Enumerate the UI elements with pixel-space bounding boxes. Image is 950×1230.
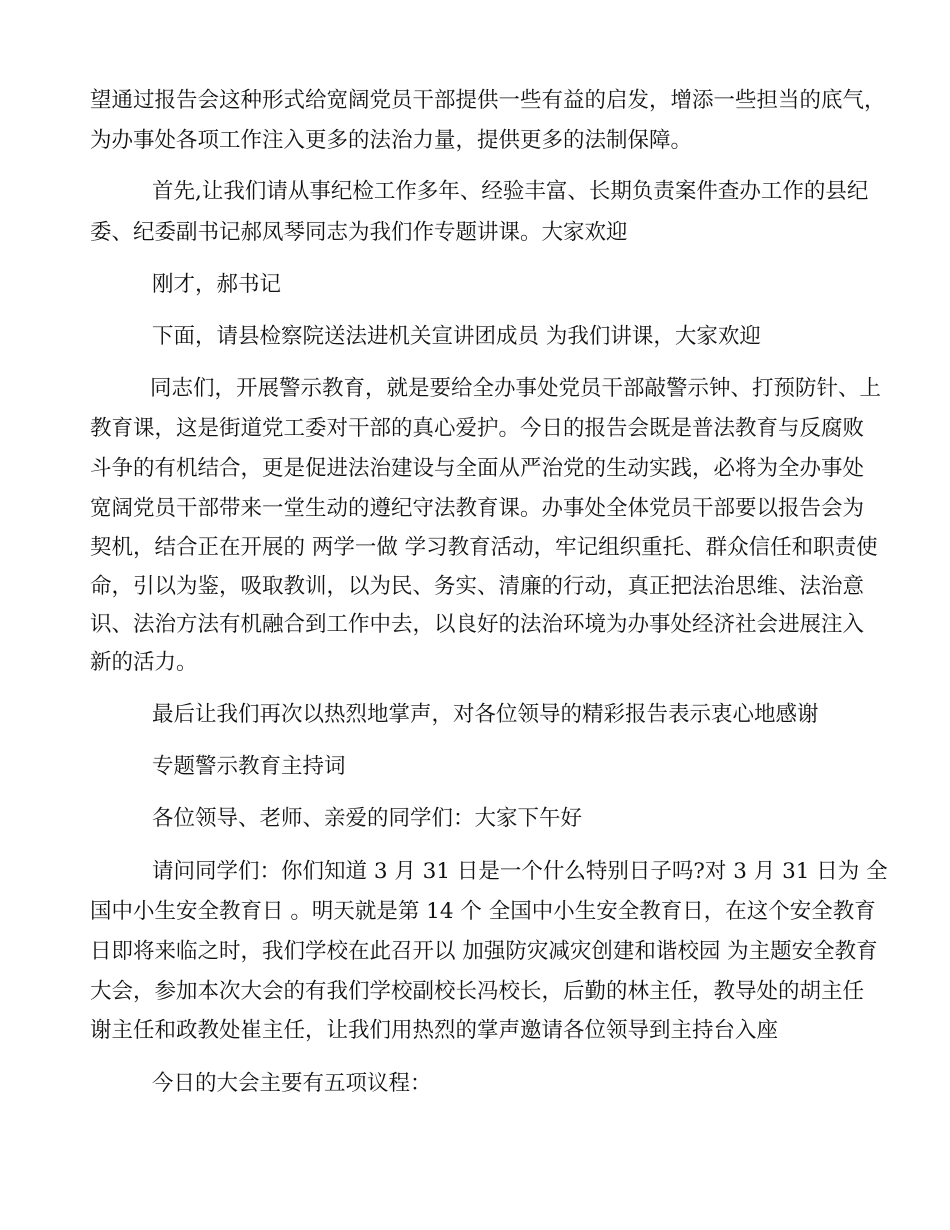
text-line: 教育课，这是街道党工委对干部的真心爱护。今日的报告会既是普法教育与反腐败: [90, 416, 865, 441]
text-line: 望通过报告会这种形式给宽阔党员干部提供一些有益的启发，增添一些担当的底气，: [90, 88, 886, 113]
text-line: 斗争的有机结合，更是促进法治建设与全面从严治党的生动实践，必将为全办事处: [90, 456, 865, 481]
text-line: 同志们，开展警示教育，就是要给全办事处党员干部敲警示钟、打预防针、上: [150, 376, 882, 401]
text-line: 专题警示教育主持词: [152, 754, 346, 779]
text-line: 委、纪委副书记郝凤琴同志为我们作专题讲课。大家欢迎: [90, 220, 628, 245]
text-line: 大会，参加本次大会的有我们学校副校长冯校长，后勤的林主任，教导处的胡主任: [90, 979, 865, 1004]
text-line: 刚才，郝书记: [152, 272, 282, 297]
text-line: 下面，请县检察院送法进机关宣讲团成员 为我们讲课，大家欢迎: [152, 324, 761, 349]
text-line: 国中小生安全教育日 。明天就是第 14 个 全国中小生安全教育日，在这个安全教育: [90, 899, 876, 924]
text-line: 请问同学们：你们知道 3 月 31 日是一个什么特别日子吗?对 3 月 31 日为 全: [152, 859, 888, 884]
text-line: 契机，结合正在开展的 两学一做 学习教育活动，牢记组织重托、群众信任和职责使: [90, 535, 878, 560]
text-line: 宽阔党员干部带来一堂生动的遵纪守法教育课。办事处全体党员干部要以报告会为: [90, 496, 865, 521]
text-line: 识、法治方法有机融合到工作中去，以良好的法治环境为办事处经济社会进展注入: [90, 612, 865, 637]
text-line: 新的活力。: [90, 650, 198, 675]
text-line: 为办事处各项工作注入更多的法治力量，提供更多的法制保障。: [90, 128, 693, 153]
text-line: 首先,让我们请从事纪检工作多年、经验丰富、长期负责案件查办工作的县纪: [152, 179, 869, 204]
text-line: 各位领导、老师、亲爱的同学们：大家下午好: [152, 806, 583, 831]
text-line: 谢主任和政教处崔主任，让我们用热烈的掌声邀请各位领导到主持台入座: [90, 1018, 779, 1043]
text-line: 日即将来临之时，我们学校在此召开以 加强防灾减灾创建和谐校园 为主题安全教育: [90, 939, 878, 964]
text-line: 最后让我们再次以热烈地掌声，对各位领导的精彩报告表示衷心地感谢: [152, 702, 819, 727]
text-line: 命，引以为鉴，吸取教训，以为民、务实、清廉的行动，真正把法治思维、法治意: [90, 574, 865, 599]
text-line: 今日的大会主要有五项议程：: [152, 1071, 432, 1096]
